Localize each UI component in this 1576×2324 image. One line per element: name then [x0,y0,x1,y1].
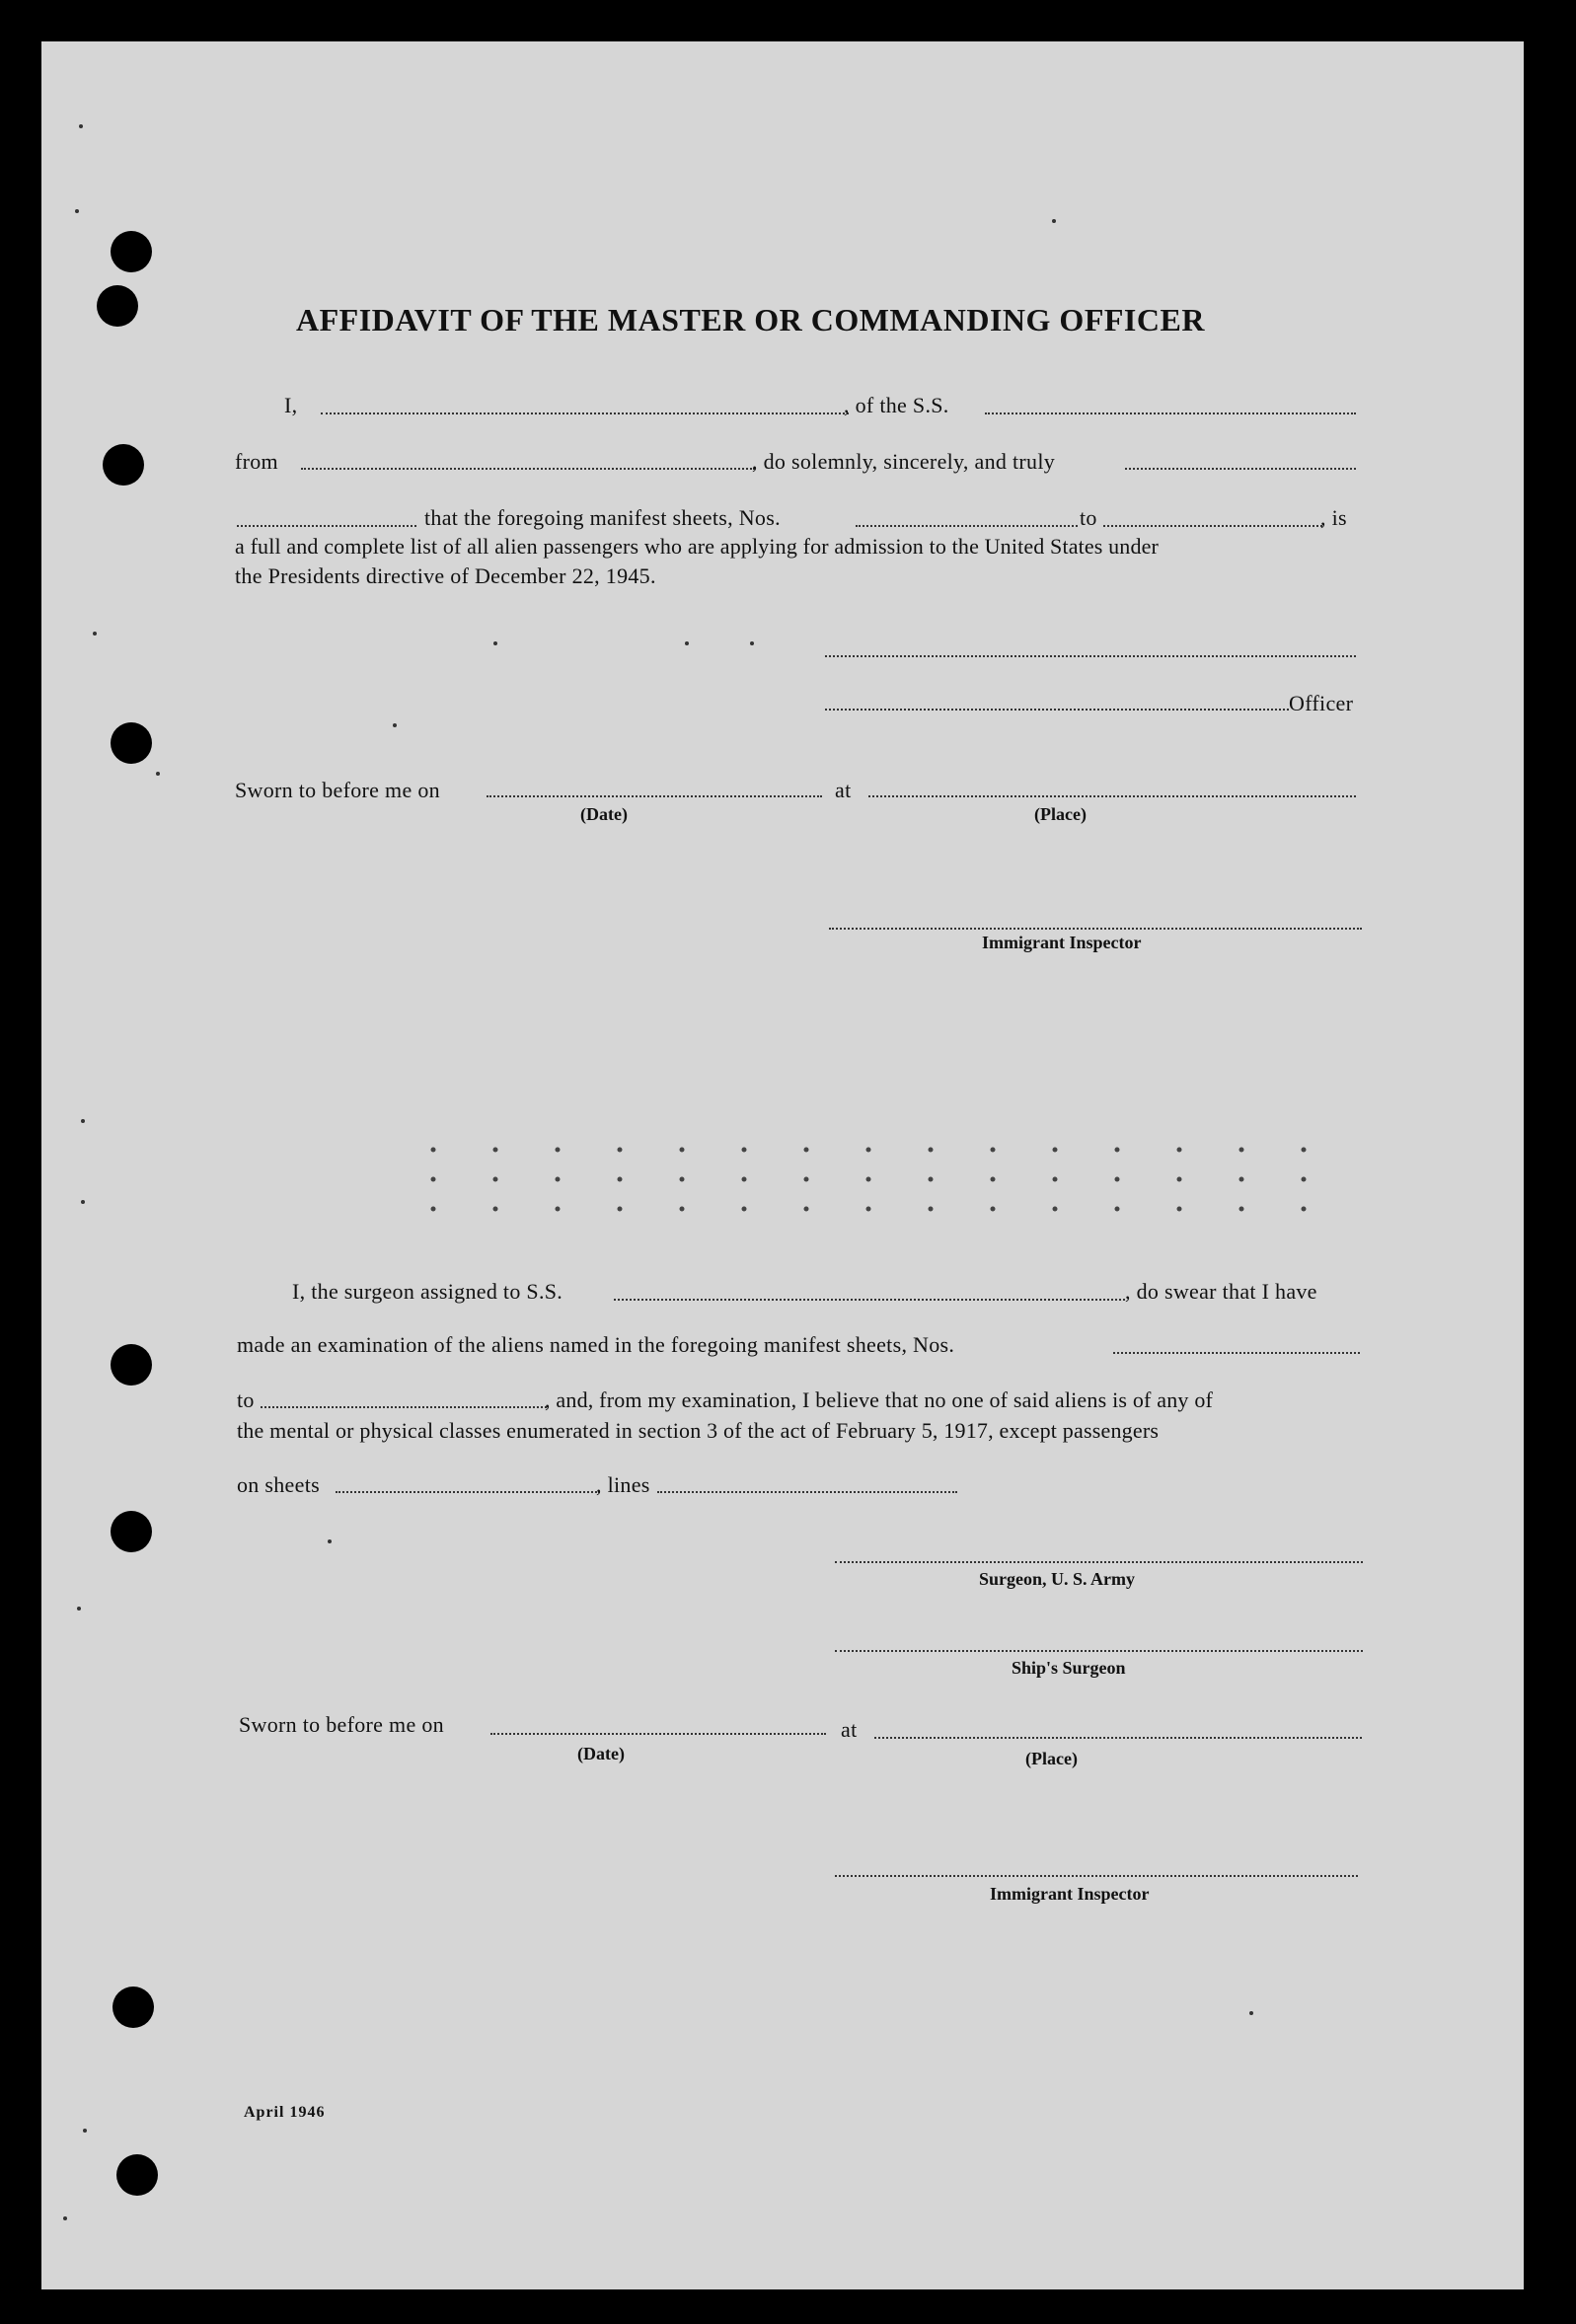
army-surgeon-caption: Surgeon, U. S. Army [979,1569,1136,1589]
form-revision-date: April 1946 [244,2104,326,2121]
master-nos-from-field[interactable] [856,525,1078,527]
surgeon-lines-field[interactable] [657,1491,957,1493]
surgeon-inspector-signature-field[interactable] [835,1875,1358,1877]
master-directive-line: the Presidents directive of December 22, 1945. [235,563,656,588]
surgeon-swear-label: , do swear that I have [1125,1279,1317,1304]
binder-hole [111,1511,152,1552]
master-is-label: , is [1320,505,1347,530]
master-swear-field[interactable] [1125,468,1356,470]
paper-speck [393,723,397,727]
surgeon-sworn-place-field[interactable] [874,1737,1362,1739]
master-inspector-caption: Immigrant Inspector [982,933,1142,952]
master-sworn-label: Sworn to before me on [235,778,440,802]
master-from-label: from [235,449,278,474]
master-i-label: I, [284,393,298,417]
binder-hole [103,444,144,486]
form-title: AFFIDAVIT OF THE MASTER OR COMMANDING OFFICER [296,302,1205,337]
binder-hole [97,285,138,327]
binder-hole [113,1987,154,2028]
ship-surgeon-caption: Ship's Surgeon [1012,1658,1126,1678]
paper-speck [83,2129,87,2133]
surgeon-sworn-label: Sworn to before me on [239,1712,444,1737]
paper-speck [79,124,83,128]
officer-signature-field[interactable] [825,709,1289,711]
surgeon-examination-label: made an examination of the aliens named in the foregoing manifest sheets, Nos. [237,1332,955,1357]
surgeon-nos-to-field[interactable] [261,1406,547,1408]
surgeon-assigned-label: I, the surgeon assigned to S.S. [292,1279,563,1304]
paper-speck [75,209,79,213]
paper-speck [81,1119,85,1123]
paper-speck [685,641,689,645]
paper-speck [1052,219,1056,223]
paper-speck [1249,2011,1253,2015]
surgeon-at-label: at [841,1717,858,1742]
master-foregoing-label: that the foregoing manifest sheets, Nos. [424,505,781,530]
surgeon-sheets-label: on sheets [237,1472,320,1497]
master-statement-line: a full and complete list of all alien passengers who are applying for admission to the United States under [235,534,1159,559]
paper-speck [81,1200,85,1204]
surgeon-lines-label: , lines [596,1472,650,1497]
binder-hole [111,1344,152,1386]
paper-speck [493,641,497,645]
surgeon-place-caption: (Place) [1025,1749,1078,1768]
paper-speck [156,772,160,776]
surgeon-date-caption: (Date) [577,1744,625,1763]
master-nos-to-field[interactable] [1103,525,1322,527]
paper-speck [77,1607,81,1611]
paper-speck [93,632,97,636]
master-solemnly-label: , do solemnly, sincerely, and truly [752,449,1056,474]
officer-label: Officer [1289,691,1354,715]
master-to-label: to [1080,505,1097,530]
master-from-field[interactable] [301,468,755,470]
master-place-caption: (Place) [1034,804,1087,824]
surgeon-sworn-date-field[interactable] [490,1733,826,1735]
master-signature-field[interactable] [825,655,1356,657]
master-name-field[interactable] [321,412,849,414]
master-sworn-place-field[interactable] [868,795,1356,797]
surgeon-belief-label: , and, from my examination, I believe that no one of said aliens is of any of [545,1387,1214,1412]
master-date-caption: (Date) [580,804,628,824]
paper-speck [63,2216,67,2220]
master-at-label: at [835,778,852,802]
master-of-ss-label: , of the S.S. [844,393,949,417]
master-sworn-date-field[interactable] [487,795,822,797]
surgeon-ship-field[interactable] [614,1299,1125,1301]
surgeon-nos-from-field[interactable] [1113,1352,1360,1354]
surgeon-sheets-field[interactable] [336,1491,600,1493]
ship-surgeon-signature-field[interactable] [835,1650,1363,1652]
paper-speck [750,641,754,645]
surgeon-to-label: to [237,1387,255,1412]
surgeon-classes-line: the mental or physical classes enumerated in section 3 of the act of February 5, 1917, except passengers [237,1418,1160,1443]
army-surgeon-signature-field[interactable] [835,1561,1363,1563]
master-ship-field[interactable] [985,412,1356,414]
master-inspector-signature-field[interactable] [829,928,1362,930]
master-affirm-field[interactable] [237,525,416,527]
surgeon-inspector-caption: Immigrant Inspector [990,1884,1150,1904]
binder-hole [111,722,152,764]
binder-hole [116,2154,158,2196]
paper-speck [328,1539,332,1543]
binder-hole [111,231,152,272]
dot-separator [414,1135,1322,1214]
